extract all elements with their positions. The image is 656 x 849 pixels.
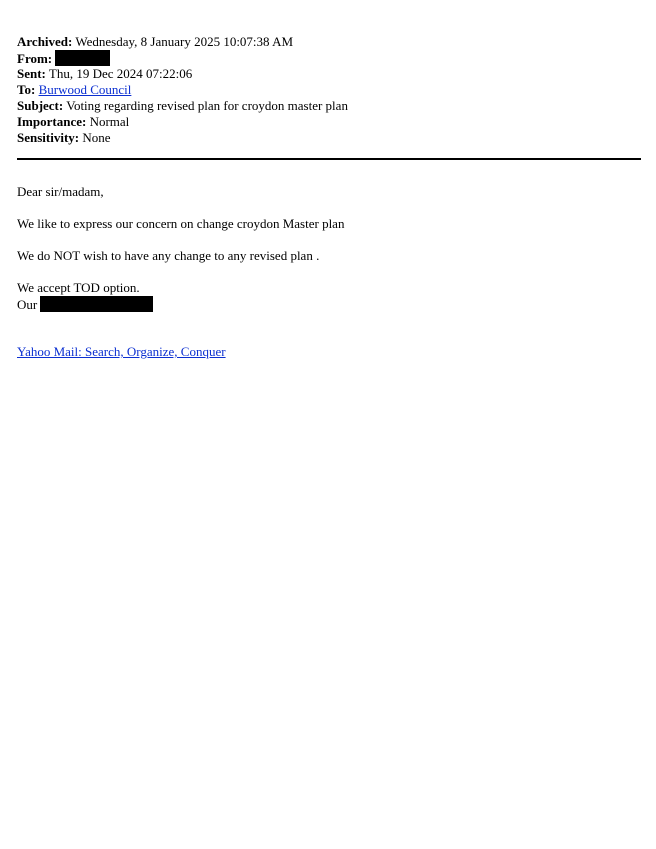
importance-value: Normal: [89, 114, 130, 129]
body-paragraph-accept: We accept TOD option.: [17, 280, 140, 295]
our-redaction: [40, 296, 153, 312]
sent-value: Thu, 19 Dec 2024 07:22:06: [48, 66, 193, 81]
sensitivity-row: [17, 130, 641, 146]
from-label: From:: [17, 51, 53, 66]
archived-row: [17, 34, 641, 50]
subject-row: [17, 98, 641, 114]
from-row: [17, 50, 641, 66]
from-redaction: [55, 50, 110, 66]
footer-signature: [17, 344, 226, 360]
header-divider: [17, 158, 641, 160]
body-paragraph-no-change: We do NOT wish to have any change to any revised plan .: [17, 248, 320, 263]
to-recipient-link[interactable]: Burwood Council: [38, 82, 132, 97]
importance-row: [17, 114, 641, 130]
to-label: To:: [17, 82, 36, 97]
email-body: [17, 184, 641, 313]
greeting: Dear sir/madam,: [17, 184, 104, 199]
sensitivity-value: None: [82, 130, 111, 145]
yahoo-mail-link[interactable]: Yahoo Mail: Search, Organize, Conquer: [17, 344, 226, 359]
sent-label: Sent:: [17, 66, 46, 81]
to-row: [17, 82, 641, 98]
archived-value: Wednesday, 8 January 2025 10:07:38 AM: [75, 34, 294, 49]
email-document: [17, 34, 641, 359]
subject-value: Voting regarding revised plan for croydon master plan: [66, 98, 348, 113]
importance-label: Importance:: [17, 114, 87, 129]
archived-label: Archived:: [17, 34, 73, 49]
body-paragraph-concern: We like to express our concern on change croydon Master plan: [17, 216, 345, 231]
sent-row: [17, 66, 641, 82]
sensitivity-label: Sensitivity:: [17, 130, 80, 145]
body-paragraph-our: [17, 296, 641, 313]
our-prefix: Our: [17, 297, 38, 312]
subject-label: Subject:: [17, 98, 64, 113]
